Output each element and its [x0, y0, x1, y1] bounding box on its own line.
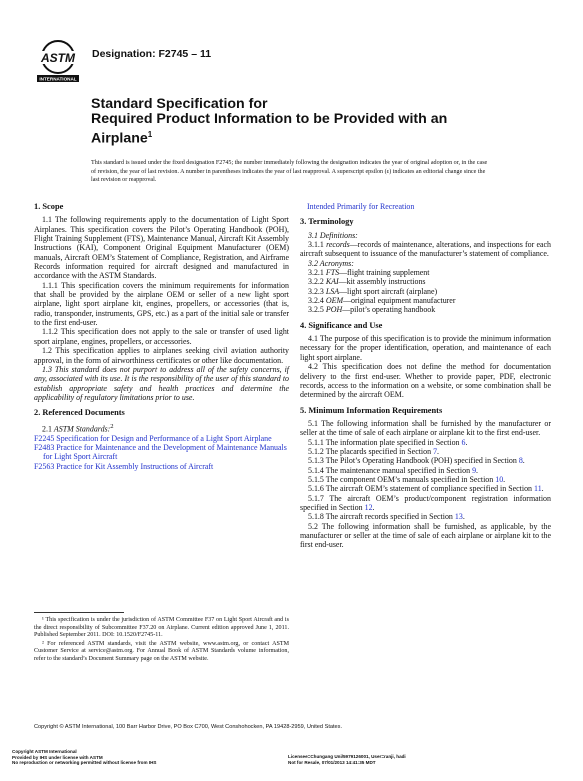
document-title: [91, 97, 511, 147]
footnote-rule: [34, 612, 124, 613]
section-link[interactable]: 6: [461, 437, 466, 447]
item-5-1-6: 5.1.6 The aircraft OEM’s statement of compliance specified in Section 11.: [308, 484, 544, 494]
section-2-heading: 2. Referenced Documents: [34, 408, 125, 418]
para-5-1: 5.1 The following information shall be furnished by the manufacturer or seller at the time of sale of each airplane or airplane kit to the first end-user.: [300, 418, 551, 438]
section-1-heading: 1. Scope: [34, 202, 64, 211]
ref-f2563[interactable]: F2563 Practice for Kit Assembly Instructions of Aircraft: [34, 461, 214, 471]
para-1-2: 1.2 This specification applies to airplanes seeking civil aviation authority approval, in the form of airworthiness certificates or other like documentation.: [34, 346, 289, 365]
footnote-1: ¹ This specification is under the jurisdiction of ASTM Committee F37 on Light Sport Aircraft and is the direct responsibility of Subcommittee F37.20 on Airplane. Current edition approved June 1, 2011. Published September 2011. DOI: 10.1520/F2745-11.: [34, 617, 289, 639]
logo-subtext: INTERNATIONAL: [39, 76, 77, 82]
section-5-heading: 5. Minimum Information Requirements: [300, 405, 443, 415]
item-5-1-2: 5.1.2 The placards specified in Section 7.: [308, 446, 440, 456]
para-4-2: 4.2 This specification does not define the method for documentation delivery to the first end-user. Whether to provide paper, PDF, electronic records, access to the information on a website, or some combination shall be determined by the aircraft OEM.: [300, 362, 551, 400]
item-5-1-8: 5.1.8 The aircraft records specified in Section 13.: [308, 512, 465, 522]
astm-logo: [35, 38, 81, 84]
item-5-1-5: 5.1.5 The component OEM’s manuals specified in Section 10.: [308, 474, 506, 484]
issue-note: This standard is issued under the fixed designation F2745; the number immediately following the designation indicates the year of original adoption or, in the case of revision, the year of last revision. A number in parentheses indicates the year of last reapproval. A superscript epsilon (ε) indicates an editorial change since the last revision or reapproval.: [91, 160, 488, 184]
ref-f2245[interactable]: F2245 Specification for Design and Performance of a Light Sport Airplane: [34, 433, 272, 443]
footnotes: [34, 617, 289, 665]
title-footnote-mark: 1: [147, 130, 153, 139]
para-3-1-1: 3.1.1 records—records of maintenance, alterations, and inspections for each aircraft subsequent to issuance of the manufacturer’s statement of compliance.: [300, 240, 552, 259]
acronym-fts: 3.2.1 FTS—flight training supplement: [308, 268, 430, 278]
section-link[interactable]: 12: [364, 502, 373, 512]
ref-f2563-continued[interactable]: Intended Primarily for Recreation: [307, 202, 415, 211]
item-5-1-7: 5.1.7 The aircraft OEM’s product/component registration information specified in Section 12.: [300, 493, 551, 512]
copyright-line: Copyright © ASTM International, 100 Barr Harbor Drive, PO Box C700, West Conshohocken, PA 19428-2959, United States.: [34, 724, 342, 730]
acronym-lsa: 3.2.3 LSA—light sport aircraft (airplane): [308, 286, 438, 296]
title-line-1: Standard Specification for: [91, 96, 268, 112]
title-line-3: Airplane$^1$: [91, 130, 153, 147]
para-1-1-2: 1.1.2 This specification does not apply to the sale or transfer of used light sport airplane, engines, propellers, or accessories.: [34, 327, 289, 346]
para-2-1: 2.1 ASTM Standards:$^2$: [42, 422, 114, 434]
ref-f2483[interactable]: F2483 Practice for Maintenance and the Development of Maintenance Manuals for Light Sport Aircraft: [34, 442, 287, 462]
para-1-1-1: 1.1.1 This specification covers the minimum requirements for information that shall be provided by the airplane OEM or seller of a new light sport airplane, light sport airplane kit, engines, propellers, or accessories (that is, radio, transponder, instruments, GPS, etc.) as a part of the initial sale or transfer to the first end-user.: [34, 280, 289, 328]
item-5-1-3: 5.1.3 The Pilot’s Operating Handbook (POH) specified in Section 8.: [308, 456, 525, 466]
section-4-heading: 4. Significance and Use: [300, 320, 383, 330]
section-link[interactable]: 10: [495, 474, 504, 484]
section-link[interactable]: 7: [433, 446, 438, 456]
logo-text: ASTM: [41, 51, 75, 65]
section-link[interactable]: 8: [518, 456, 523, 466]
acronym-oem: 3.2.4 OEM—original equipment manufacturer: [308, 296, 456, 306]
designation: Designation: F2745 – 11: [92, 48, 212, 60]
right-column: [300, 202, 551, 550]
footnote-2: ² For referenced ASTM standards, visit the ASTM website, www.astm.org, or contact ASTM Customer Service at service@astm.org. For Annual Book of ASTM Standards volume information, refer to the standard’s Document Summary page on the ASTM website.: [34, 640, 289, 662]
section-3-heading: 3. Terminology: [300, 217, 354, 227]
left-column: [34, 202, 289, 471]
para-4-1: 4.1 The purpose of this specification is to provide the minimum information necessary for the proper identification, operation, and maintenance of each light sport airplane.: [300, 334, 551, 362]
section-link[interactable]: 13: [454, 512, 463, 522]
title-line-2: Required Product Information to be Provided with an: [91, 111, 448, 127]
para-3-2: 3.2 Acronyms:: [308, 258, 354, 268]
para-5-2: 5.2 The following information shall be furnished, as applicable, by the manufacturer or seller at the time of sale of each airplane or airplane kit to the first end-user.: [300, 521, 551, 550]
para-1-3: 1.3 This standard does not purport to address all of the safety concerns, if any, associated with its use. It is the responsibility of the user of this standard to establish appropriate safety and health practices and determine the applicability of regulatory limitations prior to use.: [34, 364, 289, 402]
item-5-1-1: 5.1.1 The information plate specified in Section 6.: [308, 437, 468, 447]
license-fine-print-right: Licensee=Chungang Uni/5979126001, User=ranji, hadi Not for Resale, 07/01/2013 14:41:35 MDT: [288, 754, 406, 765]
para-3-1: 3.1 Definitions:: [308, 230, 358, 240]
acronym-poh: 3.2.5 POH—pilot’s operating handbook: [308, 305, 436, 315]
license-fine-print-left: Copyright ASTM International Provided by IHS under license with ASTM No reproduction or networking permitted without license from IHS: [12, 749, 157, 766]
section-link[interactable]: 11: [534, 484, 542, 494]
item-5-1-4: 5.1.4 The maintenance manual specified in Section 9.: [308, 465, 479, 475]
section-link[interactable]: 9: [472, 465, 477, 475]
acronym-kai: 3.2.2 KAI—kit assembly instructions: [308, 277, 426, 287]
para-1-1: 1.1 The following requirements apply to the documentation of Light Sport Airplanes. This specification covers the Pilot’s Operating Handbook (POH), Flight Training Supplement (FTS), Maintenance Manual, Aircraft Kit Assembly Instructions (KAI), Component Original Equipment Manufacturer (OEM) manuals, Aircraft OEM’s Statement of Compliance, Registration, and Airframe Records information required for aircraft designed and manufactured in accordance with the ASTM Standards.: [34, 215, 289, 281]
